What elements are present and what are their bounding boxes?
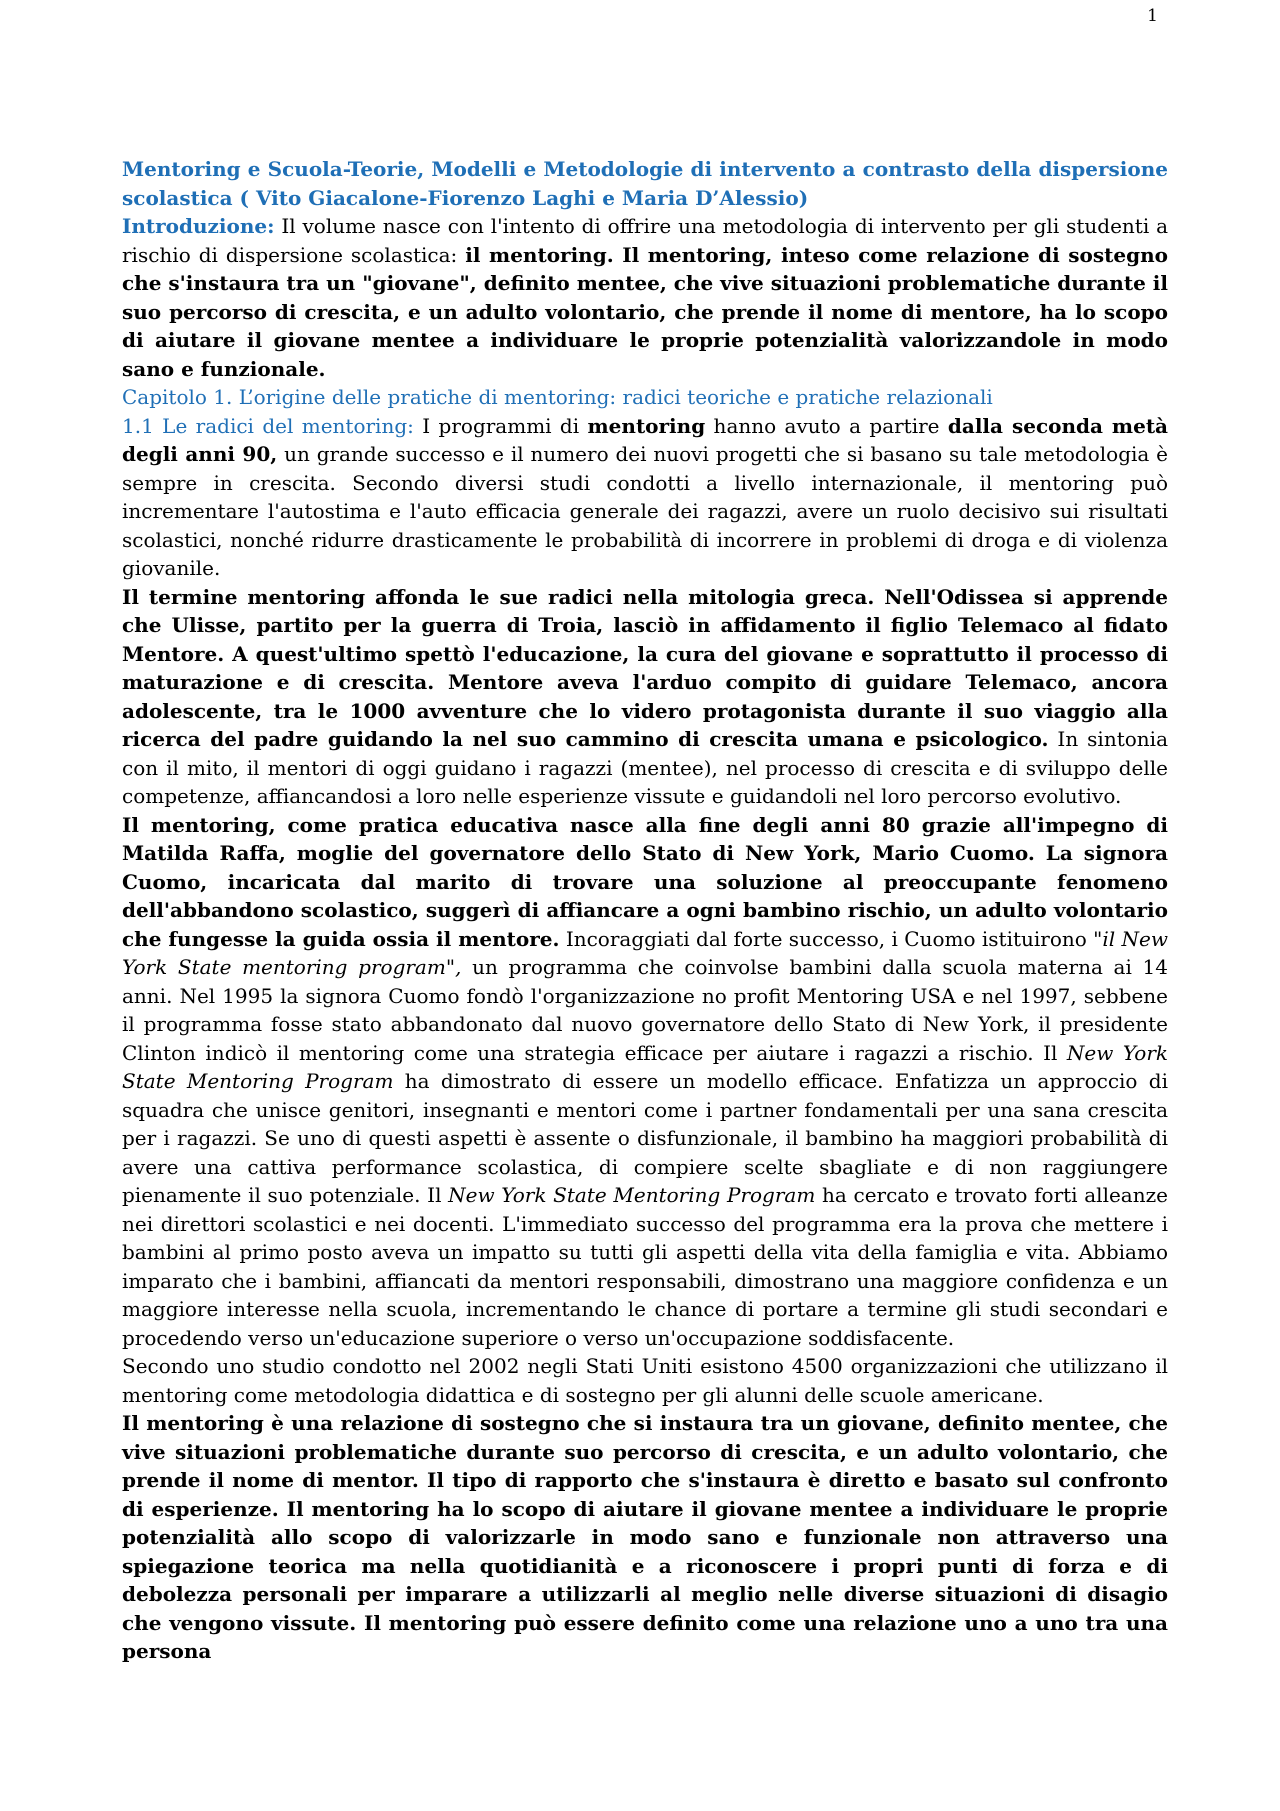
p5-bold-text: Il mentoring è una relazione di sostegno che si instaura tra un giovane, definito mentee, che vive situazioni problematiche durante suo percorso di crescita, e un adulto volontario, che prende il nome di mentor. Il tipo di rapporto che s'instaura è diretto e basato sul confronto di esperienze. Il mentoring ha lo scopo di aiutare il giovane mentee a individuare le proprie potenzialità allo scopo di valorizzarle in modo sano e funzionale non attraverso una spiegazione teorica ma nella quotidianità e a riconoscere i propri punti di forza e di debolezza personali per imparare a utilizzarli al meglio nelle diverse situazioni di disagio che vengono vissute. Il mentoring può essere definito come una relazione uno a uno tra una persona [122,1411,1168,1663]
section-paragraph-4 [122,1352,1168,1409]
p1-bold-mentoring: mentoring [587,413,706,438]
section-paragraph-1 [122,412,1168,583]
p3-italic-2: New York State Mentoring Program [122,1040,1169,1093]
p2-bold-text: Il termine mentoring affonda le sue radici nella mitologia greca. Nell'Odissea si apprende che Ulisse, partito per la guerra di Troia, lasciò in affidamento il figlio Telemaco al fidato Mentore. A quest'ultimo spettò l'educazione, la cura del giovane e soprattutto il processo di maturazione e di crescita. Mentore aveva l'arduo compito di guidare Telemaco, ancora adolescente, tra le 1000 avventure che lo videro protagonista durante il suo viaggio alla ricerca del padre guidando la nel suo cammino di crescita umana e psicologico. [122,584,1168,751]
document-title [122,155,1168,212]
p4-text: Secondo uno studio condotto nel 2002 negli Stati Uniti esistono 4500 organizzazioni che utilizzano il mentoring come metodologia didattica e di sostegno per gli alunni delle scuole americane. [122,1354,1168,1407]
p3-bold-text: Il mentoring, come pratica educativa nasce alla fine degli anni 80 grazie all'impegno di Matilda Raffa, moglie del governatore dello Stato di New York, Mario Cuomo. La signora Cuomo, incaricata dal marito di trovare una soluzione al preoccupante fenomeno dell'abbandono scolastico, suggerì di affiancare a ogni bambino rischio, un adulto volontario che fungesse la guida ossia il mentore. [122,812,1168,951]
section-paragraph-5 [122,1409,1168,1666]
p1-text-c: hanno avuto a partire [705,413,948,438]
intro-paragraph [122,212,1168,383]
p1-bold-date: dalla seconda metà degli anni 90, [122,413,1169,466]
intro-label: Introduzione: [122,214,275,238]
section-paragraph-2 [122,583,1168,811]
chapter-heading [122,383,1168,412]
p3-text-c: ha dimostrato di essere un modello efficace. Enfatizza un approccio di squadra che unisce genitori, insegnanti e mentori come i partner fondamentali per una sana crescita per i ragazzi. Se uno di questi aspetti è assente o disfunzionale, il bambino ha maggiori probabilità di avere una cattiva performance scolastica, di compiere scelte sbagliate e di non raggiungere pienamente il suo potenziale. Il [122,1069,1168,1207]
chapter-title: Capitolo 1. L’origine delle pratiche di mentoring: radici teoriche e pratiche relazionali [122,385,993,409]
p3-text-b: un programma che coinvolse bambini dalla scuola materna ai 14 anni. Nel 1995 la signora Cuomo fondò l'organizzazione no profit Mentoring USA e nel 1997, sebbene il programma fosse stato abbandonato dal nuovo governatore dello Stato di New York, il presidente Clinton indicò il mentoring come una strategia efficace per aiutare i ragazzi a rischio. Il [122,955,1169,1065]
p3-italic-1: il New York State mentoring program", [122,926,1168,979]
p3-text-d: ha cercato e trovato forti alleanze nei direttori scolastici e nei docenti. L'immediato successo del programma era la prova che mettere i bambini al primo posto aveva un impatto su tutti gli aspetti della vita della famiglia e vita. Abbiamo imparato che i bambini, affiancati da mentori responsabili, dimostrano una maggiore confidenza e un maggiore interesse nella scuola, incrementando le chance di portare a termine gli studi secondari e procedendo verso un'educazione superiore o verso un'occupazione soddisfacente. [122,1183,1168,1350]
p2-text: In sintonia con il mito, il mentori di oggi guidano i ragazzi (mentee), nel processo di crescita e di sviluppo delle competenze, affiancandosi a loro nelle esperienze vissute e guidandoli nel loro percorso evolutivo. [122,727,1168,808]
title-text: Mentoring e Scuola-Teorie, Modelli e Metodologie di intervento a contrasto della dispersione scolastica ( Vito Giacalone-Fiorenzo Laghi e Maria D’Alessio) [122,157,1168,210]
page-number: 1 [1147,6,1158,26]
p1-text-e: un grande successo e il numero dei nuovi progetti che si basano su tale metodologia è sempre in crescita. Secondo diversi studi condotti a livello internazionale, il mentoring può incrementare l'autostima e l'auto efficacia generale dei ragazzi, avere un ruolo decisivo sui risultati scolastici, nonché ridurre drasticamente le probabilità di incorrere in problemi di droga e di violenza giovanile. [122,442,1169,580]
section-paragraph-3 [122,811,1168,1353]
p1-text-a: I programmi di [413,413,588,438]
intro-bold-text: il mentoring. Il mentoring, inteso come relazione di sostegno che s'instaura tra un "giovane", definito mentee, che vive situazioni problematiche durante il suo percorso di crescita, e un adulto volontario, che prende il nome di mentore, ha lo scopo di aiutare il giovane mentee a individuare le proprie potenzialità valorizzandole in modo sano e funzionale. [122,242,1168,381]
intro-text: Il volume nasce con l'intento di offrire una metodologia di intervento per gli studenti a rischio di dispersione scolastica: [122,214,1168,267]
section-heading: 1.1 Le radici del mentoring: [122,413,414,438]
p3-italic-3: New York State Mentoring Program [448,1183,816,1207]
p3-text-a: Incoraggiati dal forte successo, i Cuomo istituirono " [559,926,1103,951]
document-body [122,155,1168,1666]
